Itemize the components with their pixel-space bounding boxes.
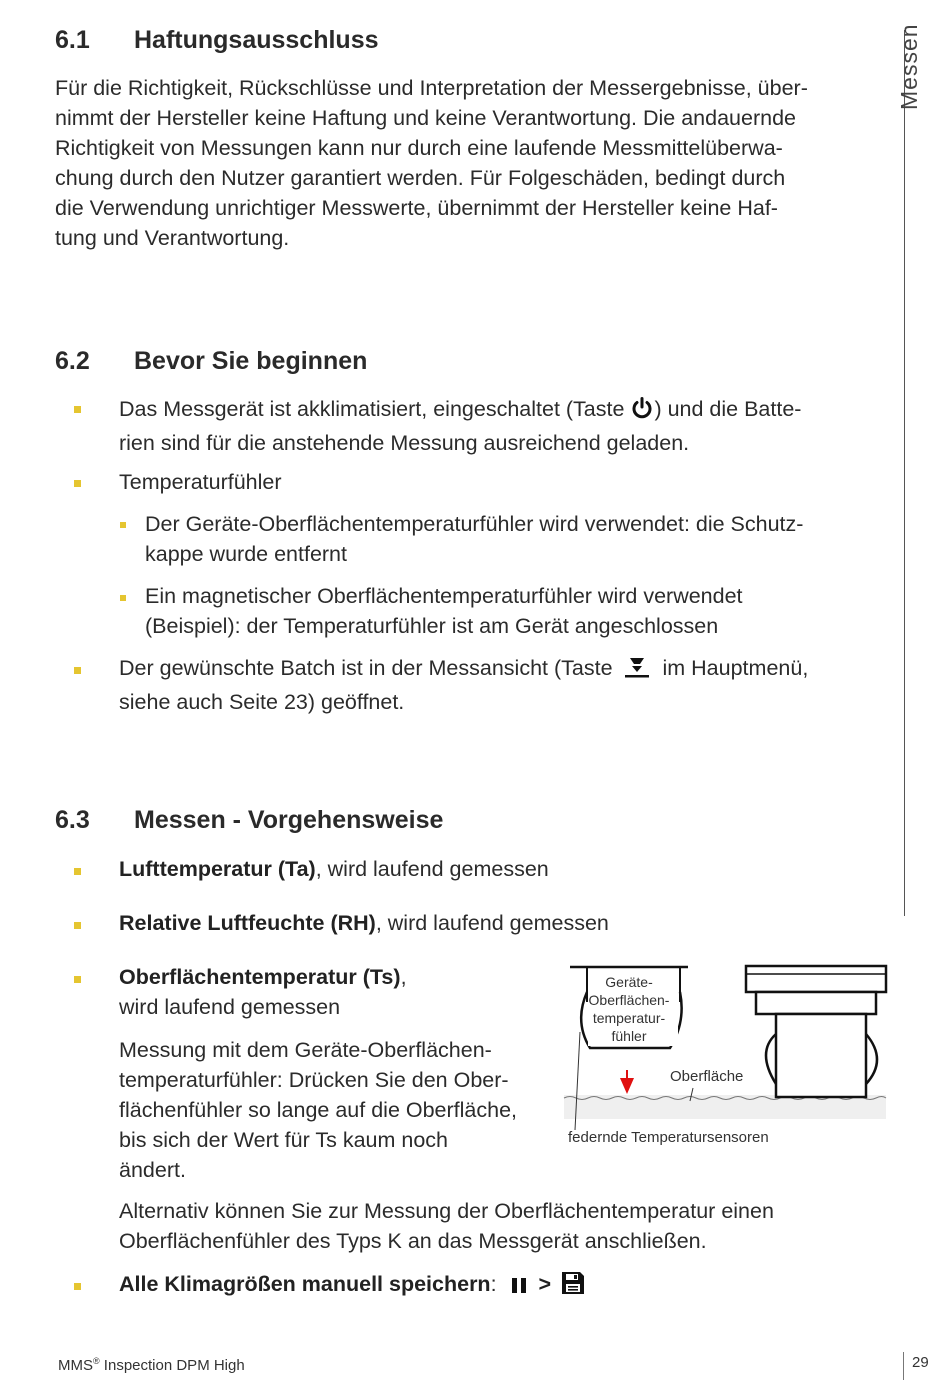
list-item-text: rien sind für die anstehende Messung ausreichend geladen.: [119, 431, 690, 455]
description-line: ändert.: [119, 1158, 186, 1182]
paragraph-line: chung durch den Nutzer garantiert werden. Für Folgeschäden, bedingt durch: [55, 166, 786, 190]
list-item-text: ) und die Batte-: [654, 397, 802, 421]
section-number: 6.1: [55, 26, 90, 54]
paragraph-line: nimmt der Hersteller keine Haftung und keine Verantwortung. Die andauernde: [55, 106, 796, 130]
sub-bullet-marker: [120, 595, 126, 601]
footer-product: [58, 1356, 245, 1374]
probe-label-line: Oberflächen-: [588, 992, 670, 1008]
section-number: 6.2: [55, 347, 90, 375]
list-item-text: wird laufend gemessen: [119, 995, 341, 1019]
side-tab-rule: [904, 30, 907, 916]
footer-divider: [903, 1352, 904, 1380]
list-item-air-temperature: [119, 854, 549, 884]
probe-diagram: [560, 962, 890, 1152]
section-title: Bevor Sie beginnen: [134, 347, 368, 375]
list-item-bold: Lufttemperatur (Ta): [119, 857, 316, 881]
registered-mark: ®: [93, 1356, 100, 1366]
sensors-caption: federnde Temperatursensoren: [568, 1129, 769, 1146]
list-item-text: :: [490, 1272, 497, 1296]
list-item-surface-temperature: [119, 962, 407, 1022]
power-icon: [630, 396, 654, 428]
list-item-text: , wird laufend gemessen: [315, 857, 549, 881]
list-item-text: (Beispiel): der Temperaturfühler ist am Gerät angeschlossen: [145, 614, 719, 638]
surface-band: [564, 1095, 886, 1119]
footer-product-name: MMS: [58, 1357, 93, 1374]
paragraph-line: tung und Verantwortung.: [55, 226, 290, 250]
list-item-text: Der gewünschte Batch ist in der Messansicht (Taste: [119, 656, 613, 680]
list-item-text: Das Messgerät ist akklimatisiert, eingeschaltet (Taste: [119, 397, 625, 421]
bullet-marker: [74, 667, 81, 674]
surface-label: Oberfläche: [670, 1068, 744, 1085]
section-title: Messen - Vorgehensweise: [134, 806, 444, 834]
list-item-text: kappe wurde entfernt: [145, 542, 347, 566]
paragraph-line: die Verwendung unrichtiger Messwerte, übernimmt der Hersteller keine Haf-: [55, 196, 778, 220]
list-item-save-manually: [119, 1269, 585, 1303]
paragraph-line: Alternativ können Sie zur Messung der Oberflächentemperatur einen: [119, 1199, 774, 1223]
list-item-text: siehe auch Seite 23) geöffnet.: [119, 690, 405, 714]
list-item-bold: Relative Luftfeuchte (RH): [119, 911, 376, 935]
probe-label-line: temperatur-: [592, 1010, 666, 1026]
section-number: 6.3: [55, 806, 90, 834]
sub-bullet-marker: [120, 522, 126, 528]
probe-label-line: Geräte-: [605, 974, 653, 990]
bullet-marker: [74, 922, 81, 929]
paragraph-line: Für die Richtigkeit, Rückschlüsse und Interpretation der Messergebnisse, über-: [55, 76, 808, 100]
footer-product-name: Inspection DPM High: [99, 1357, 245, 1374]
list-item-temperature-probe: Temperaturfühler: [119, 470, 282, 494]
section-title: Haftungsausschluss: [134, 26, 379, 54]
save-icon: [561, 1271, 585, 1303]
description-line: bis sich der Wert für Ts kaum noch: [119, 1128, 448, 1152]
section-6-2-heading: [55, 347, 367, 376]
list-item-humidity: [119, 908, 609, 938]
section-6-1-heading: [55, 26, 379, 55]
list-item-bold: Alle Klimagrößen manuell speichern: [119, 1272, 491, 1296]
description-line: Messung mit dem Geräte-Oberflächen-: [119, 1038, 492, 1062]
pause-icon: [509, 1273, 529, 1303]
pressure-arrow-icon: [620, 1078, 634, 1094]
bullet-marker: [74, 480, 81, 487]
list-item-text: , wird laufend gemessen: [375, 911, 609, 935]
arrow-separator: >: [538, 1272, 552, 1296]
measure-icon: [623, 655, 651, 687]
list-item-bold: Oberflächentemperatur (Ts): [119, 965, 401, 989]
list-item-text: Der Geräte-Oberflächentemperaturfühler wird verwendet: die Schutz-: [145, 512, 804, 536]
sub-item-device-probe: [145, 509, 803, 569]
list-item-device-ready: [119, 394, 801, 458]
list-item-text: Ein magnetischer Oberflächentemperaturfühler wird verwendet: [145, 584, 743, 608]
description-line: temperaturfühler: Drücken Sie den Ober-: [119, 1068, 509, 1092]
section-6-3-heading: [55, 806, 443, 835]
paragraph-line: Oberflächenfühler des Typs K an das Messgerät anschließen.: [119, 1229, 707, 1253]
bullet-marker: [74, 1283, 81, 1290]
alternative-paragraph: [119, 1196, 774, 1256]
list-item-batch-open: [119, 653, 808, 717]
surface-measure-description: [119, 1035, 517, 1185]
section-6-1-paragraph: [55, 73, 808, 253]
bullet-marker: [74, 406, 81, 413]
list-item-text: im Hauptmenü,: [662, 656, 809, 680]
side-tab-label: Messen: [896, 23, 922, 110]
paragraph-line: Richtigkeit von Messungen kann nur durch eine laufende Messmittelüberwa-: [55, 136, 783, 160]
device-body: [776, 1014, 866, 1097]
description-line: flächenfühler so lange auf die Oberfläche,: [119, 1098, 518, 1122]
bullet-marker: [74, 976, 81, 983]
list-item-text: ,: [400, 965, 407, 989]
bullet-marker: [74, 868, 81, 875]
page-number: 29: [912, 1354, 929, 1371]
sub-item-magnetic-probe: [145, 581, 743, 641]
probe-label-line: fühler: [611, 1028, 647, 1044]
